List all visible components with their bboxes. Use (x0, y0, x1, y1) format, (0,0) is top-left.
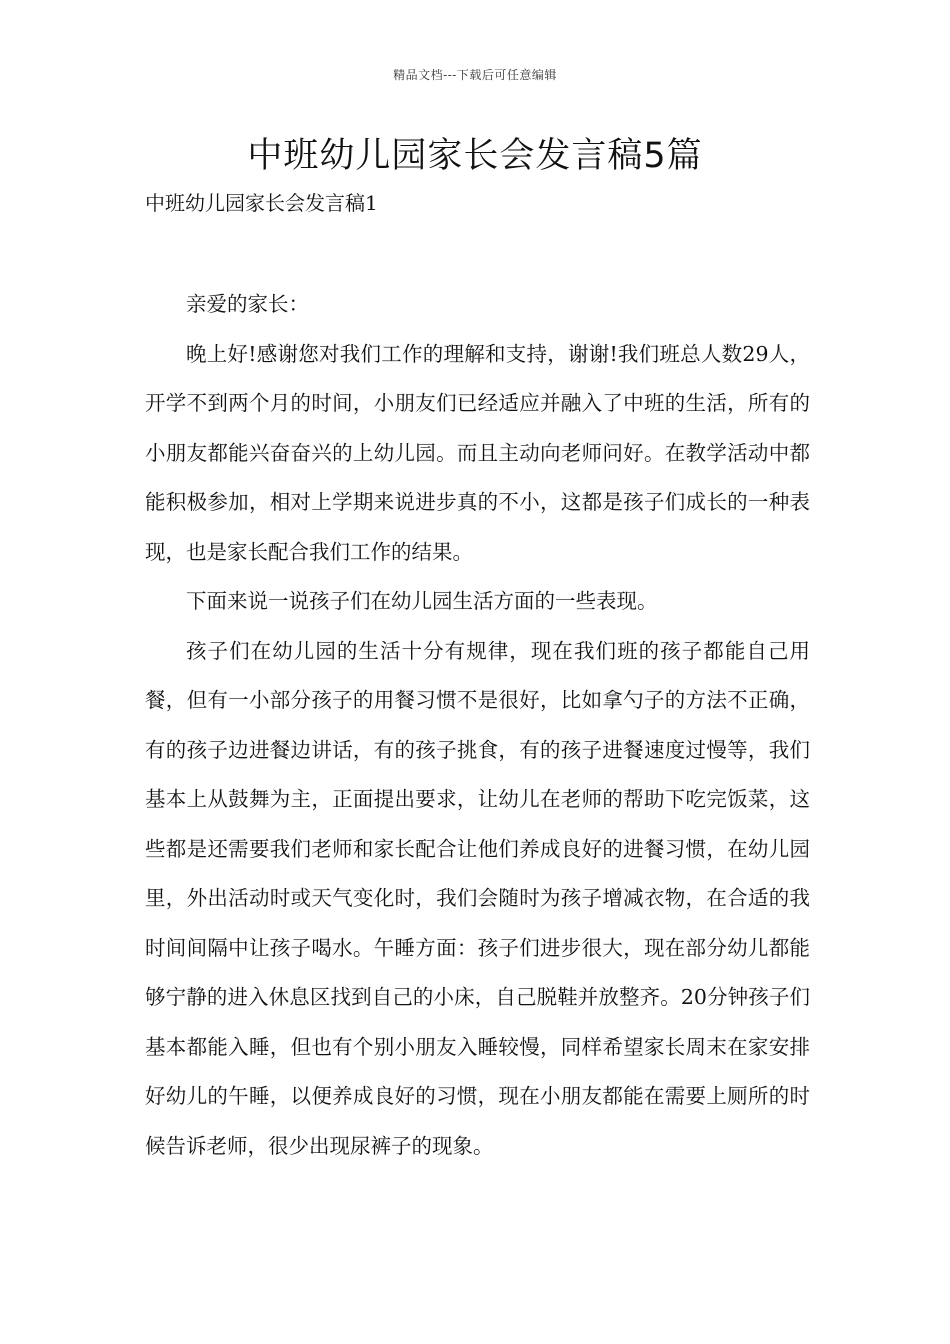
document-body (145, 280, 810, 1171)
document-title: 中班幼儿园家长会发言稿5篇 (247, 136, 703, 176)
header-note: 精品文档---下载后可任意编辑 (393, 68, 557, 82)
body-paragraph: 孩子们在幼儿园的生活十分有规律，现在我们班的孩子都能自己用餐，但有一小部分孩子的用餐习惯不是很好，比如拿勺子的方法不正确，有的孩子边进餐边讲话，有的孩子挑食，有的孩子进餐速度过慢等，我们基本上从鼓舞为主，正面提出要求，让幼儿在老师的帮助下吃完饭菜，这些都是还需要我们老师和家长配合让他们养成良好的进餐习惯，在幼儿园里，外出活动时或天气变化时，我们会随时为孩子增减衣物，在合适的我时间间隔中让孩子喝水。午睡方面：孩子们进步很大，现在部分幼儿都能够宁静的进入休息区找到自己的小床，自己脱鞋并放整齐。20分钟孩子们基本都能入睡，但也有个别小朋友入睡较慢，同样希望家长周末在家安排好幼儿的午睡，以便养成良好的习惯，现在小朋友都能在需要上厕所的时候告诉老师，很少出现尿裤子的现象。 (145, 638, 810, 1158)
section-heading: 中班幼儿园家长会发言稿1 (145, 191, 378, 215)
body-paragraph: 晚上好!感谢您对我们工作的理解和支持，谢谢!我们班总人数29人，开学不到两个月的时间，小朋友们已经适应并融入了中班的生活，所有的小朋友都能兴奋奋兴的上幼儿园。而且主动向老师问好。在教学活动中都能积极参加，相对上学期来说进步真的不小，这都是孩子们成长的一种表现，也是家长配合我们工作的结果。 (145, 341, 810, 564)
salutation-paragraph: 亲爱的家长： (186, 292, 309, 316)
body-paragraph: 下面来说一说孩子们在幼儿园生活方面的一些表现。 (186, 589, 658, 613)
